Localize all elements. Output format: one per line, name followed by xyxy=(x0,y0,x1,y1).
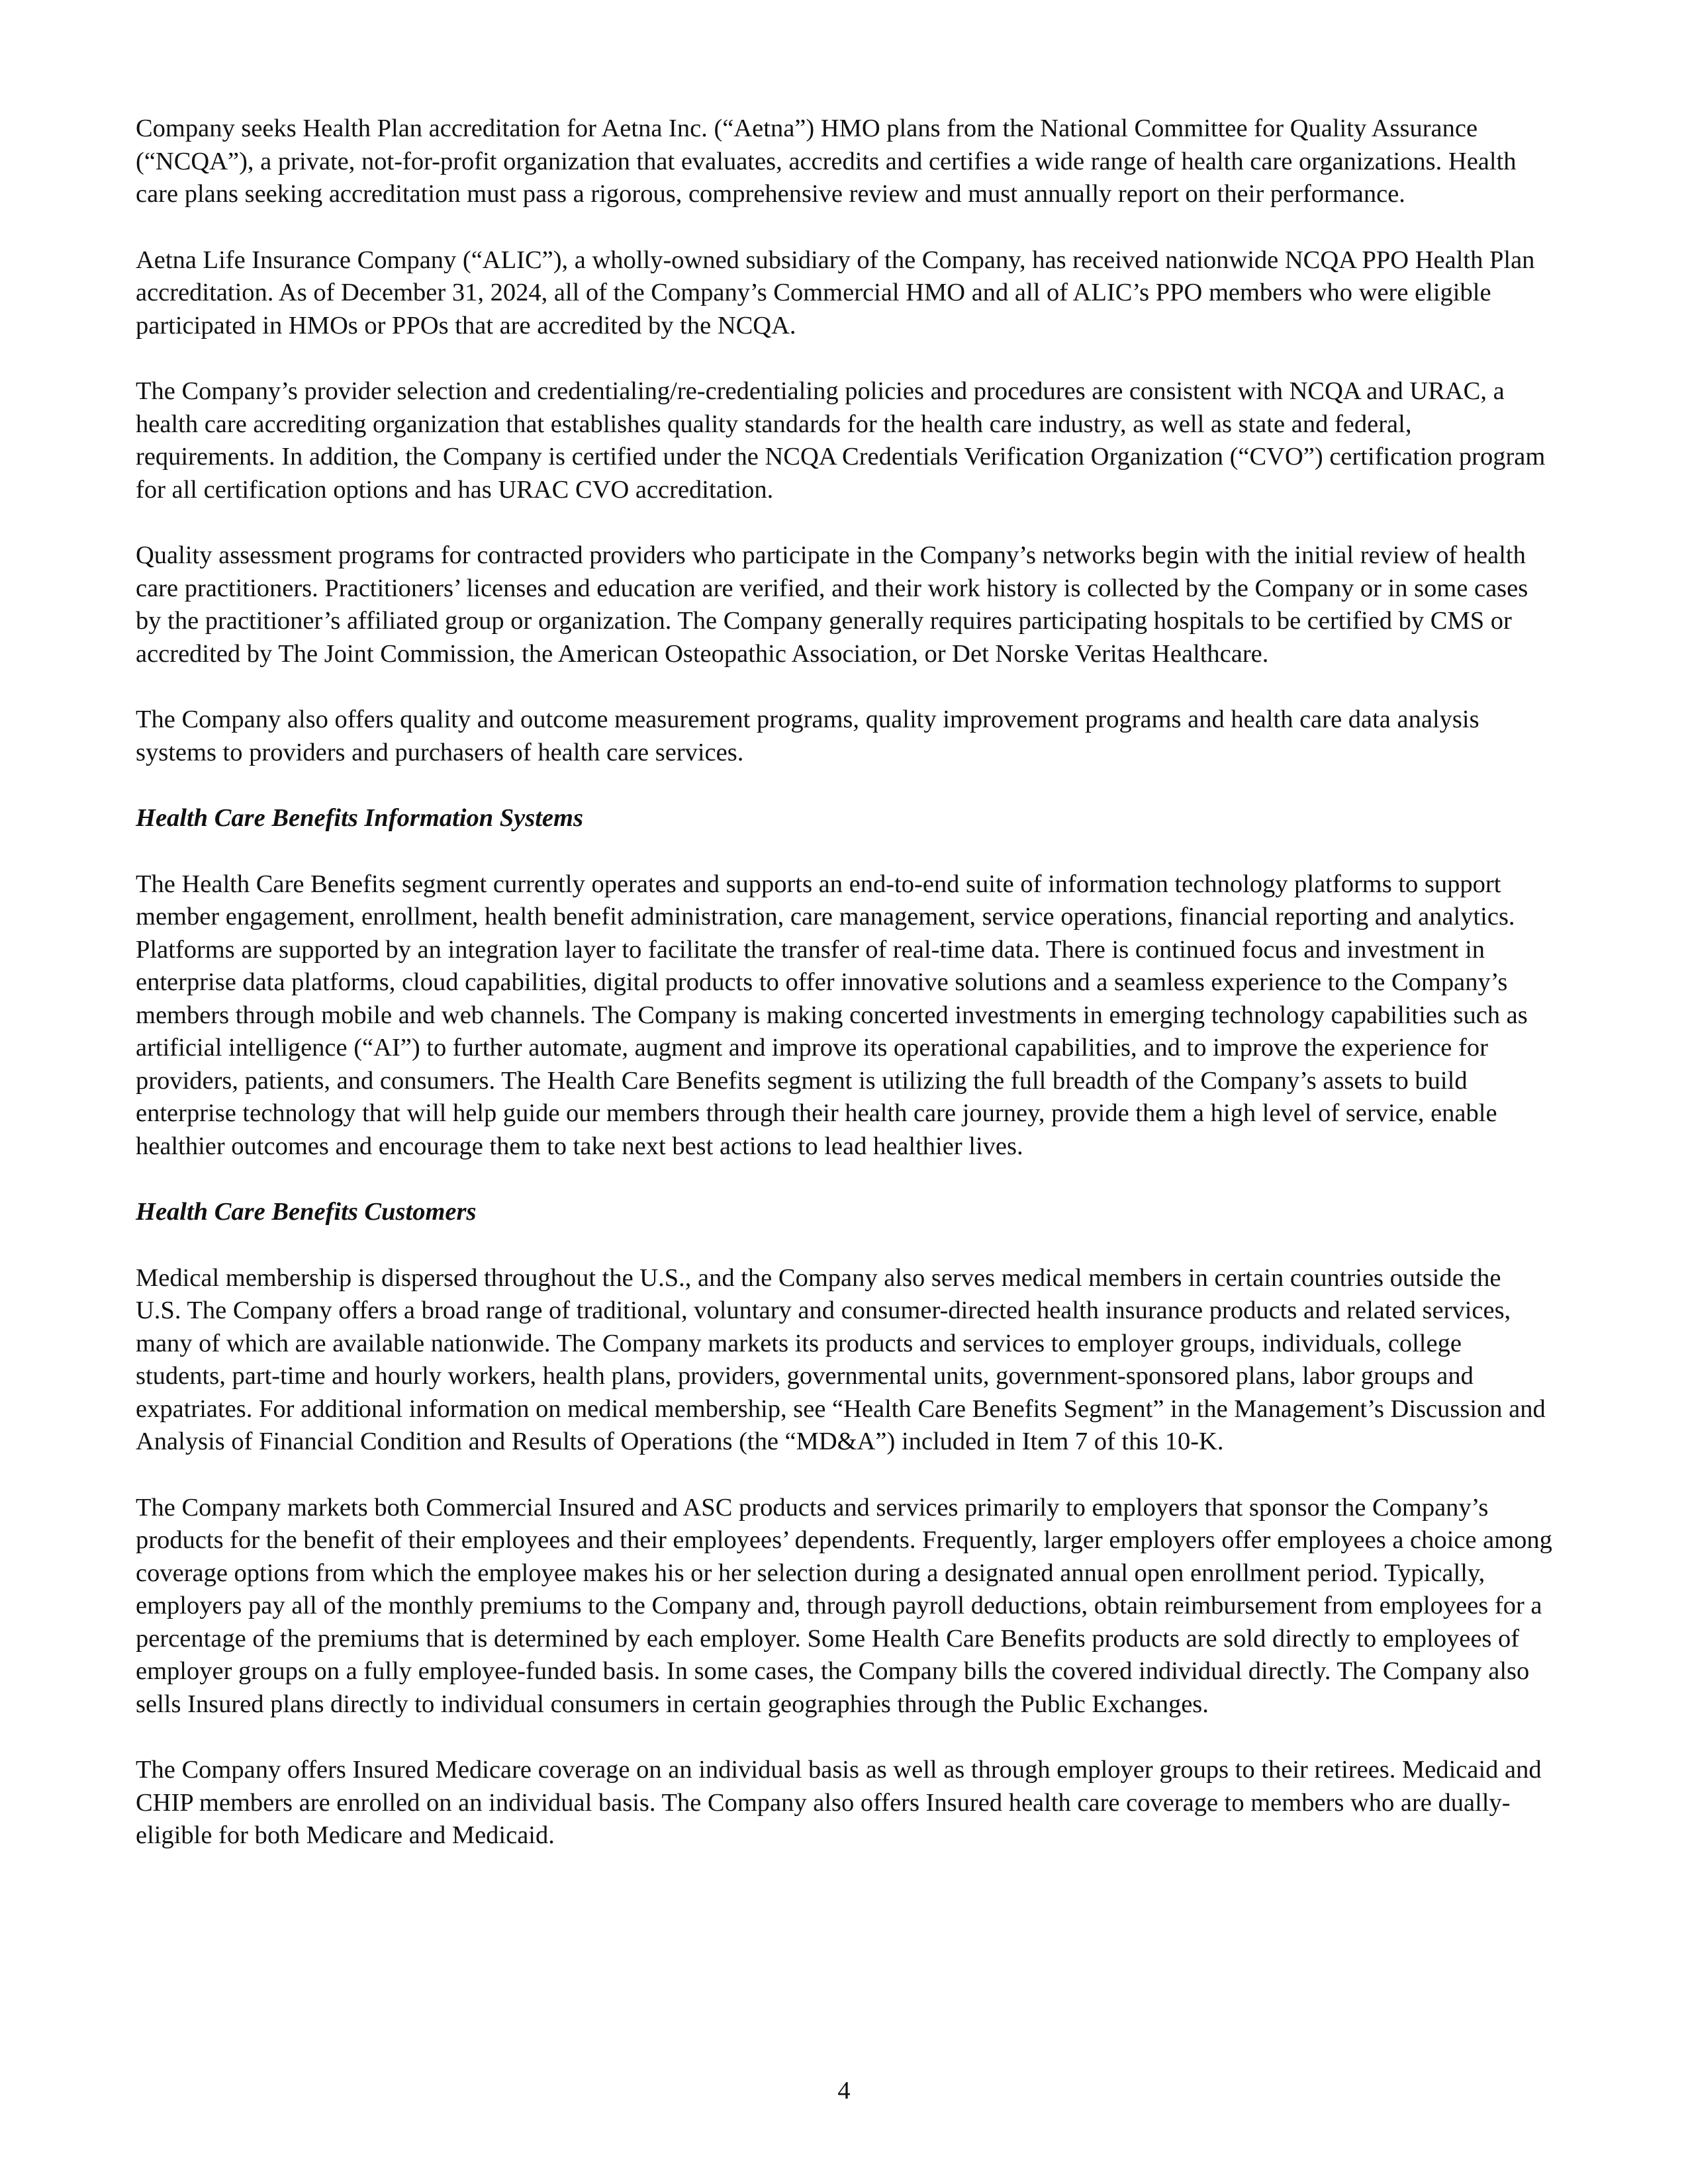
heading-information-systems: Health Care Benefits Information Systems xyxy=(136,804,583,832)
paragraph-alic-accreditation: Aetna Life Insurance Company (“ALIC”), a wholly-owned subsidiary of the Company, has received nationwide NCQA PPO Health Plan accreditation. As of December 31, 2024, all of the Company’s Commercial HMO and all of ALIC’s PPO members who were eligible participated in HMOs or PPOs that are accredited by the NCQA. xyxy=(136,246,1535,340)
paragraph-commercial-products: The Company markets both Commercial Insured and ASC products and services primarily to employers that sponsor the Company’s products for the benefit of their employees and their employees’ dependents. Frequently, larger employers offer employees a choice among coverage options from which the employee makes his or her selection during a designated annual open enrollment period. Typically, employers pay all of the monthly premiums to the Company and, through payroll deductions, obtain reimbursement from employees for a percentage of the premiums that is determined by each employer. Some Health Care Benefits products are sold directly to employees of employer groups on a fully employee-funded basis. In some cases, the Company bills the covered individual directly. The Company also sells Insured plans directly to individual consumers in certain geographies through the Public Exchanges. xyxy=(136,1493,1552,1718)
paragraph-credentialing-policies: The Company’s provider selection and credentialing/re-credentialing policies and procedures are consistent with NCQA and URAC, a health care accrediting organization that establishes quality standards for the health care industry, as well as state and federal, requirements. In addition, the Company is certified under the NCQA Credentials Verification Organization (“CVO”) certification program for all certification options and has URAC CVO accreditation. xyxy=(136,377,1546,504)
paragraph-medical-membership: Medical membership is dispersed throughout the U.S., and the Company also serves medical members in certain countries outside the U.S. The Company offers a broad range of traditional, voluntary and consumer-directed health insurance products and related services, many of which are available nationwide. The Company markets its products and services to employer groups, individuals, college students, part-time and hourly workers, health plans, providers, governmental units, government-sponsored plans, labor groups and expatriates. For additional information on medical membership, see “Health Care Benefits Segment” in the Management’s Discussion and Analysis of Financial Condition and Results of Operations (the “MD&A”) included in Item 7 of this 10-K. xyxy=(136,1263,1546,1455)
paragraph-quality-assessment: Quality assessment programs for contracted providers who participate in the Company’s networks begin with the initial review of health care practitioners. Practitioners’ licenses and education are verified, and their work history is collected by the Company or in some cases by the practitioner’s affiliated group or organization. The Company generally requires participating hospitals to be certified by CMS or accredited by The Joint Commission, the American Osteopathic Association, or Det Norske Veritas Healthcare. xyxy=(136,541,1528,668)
paragraph-ncqa-accreditation: Company seeks Health Plan accreditation for Aetna Inc. (“Aetna”) HMO plans from the National Committee for Quality Assurance (“NCQA”), a private, not-for-profit organization that evaluates, accredits and certifies a wide range of health care organizations. Health care plans seeking accreditation must pass a rigorous, comprehensive review and must annually report on their performance. xyxy=(136,114,1517,208)
paragraph-information-systems: The Health Care Benefits segment currently operates and supports an end-to-end suite of information technology platforms to support member engagement, enrollment, health benefit administration, care management, service operations, financial reporting and analytics. Platforms are supported by an integration layer to facilitate the transfer of real-time data. There is continued focus and investment in enterprise data platforms, cloud capabilities, digital products to offer innovative solutions and a seamless experience to the Company’s members through mobile and web channels. The Company is making concerted investments in emerging technology capabilities such as artificial intelligence (“AI”) to further automate, augment and improve its operational capabilities, and to improve the experience for providers, patients, and consumers. The Health Care Benefits segment is utilizing the full breadth of the Company’s assets to build enterprise technology that will help guide our members through their health care journey, provide them a high level of service, enable healthier outcomes and encourage them to take next best actions to lead healthier lives. xyxy=(136,870,1528,1160)
heading-customers: Health Care Benefits Customers xyxy=(136,1198,477,1226)
paragraph-outcome-measurement: The Company also offers quality and outcome measurement programs, quality improvement programs and health care data analysis systems to providers and purchasers of health care services. xyxy=(136,705,1479,766)
document-page xyxy=(136,113,1552,1886)
paragraph-medicare-medicaid: The Company offers Insured Medicare coverage on an individual basis as well as through employer groups to their retirees. Medicaid and CHIP members are enrolled on an individual basis. The Company also offers Insured health care coverage to members who are dually-eligible for both Medicare and Medicaid. xyxy=(136,1756,1542,1849)
page-number: 4 xyxy=(837,2077,851,2105)
